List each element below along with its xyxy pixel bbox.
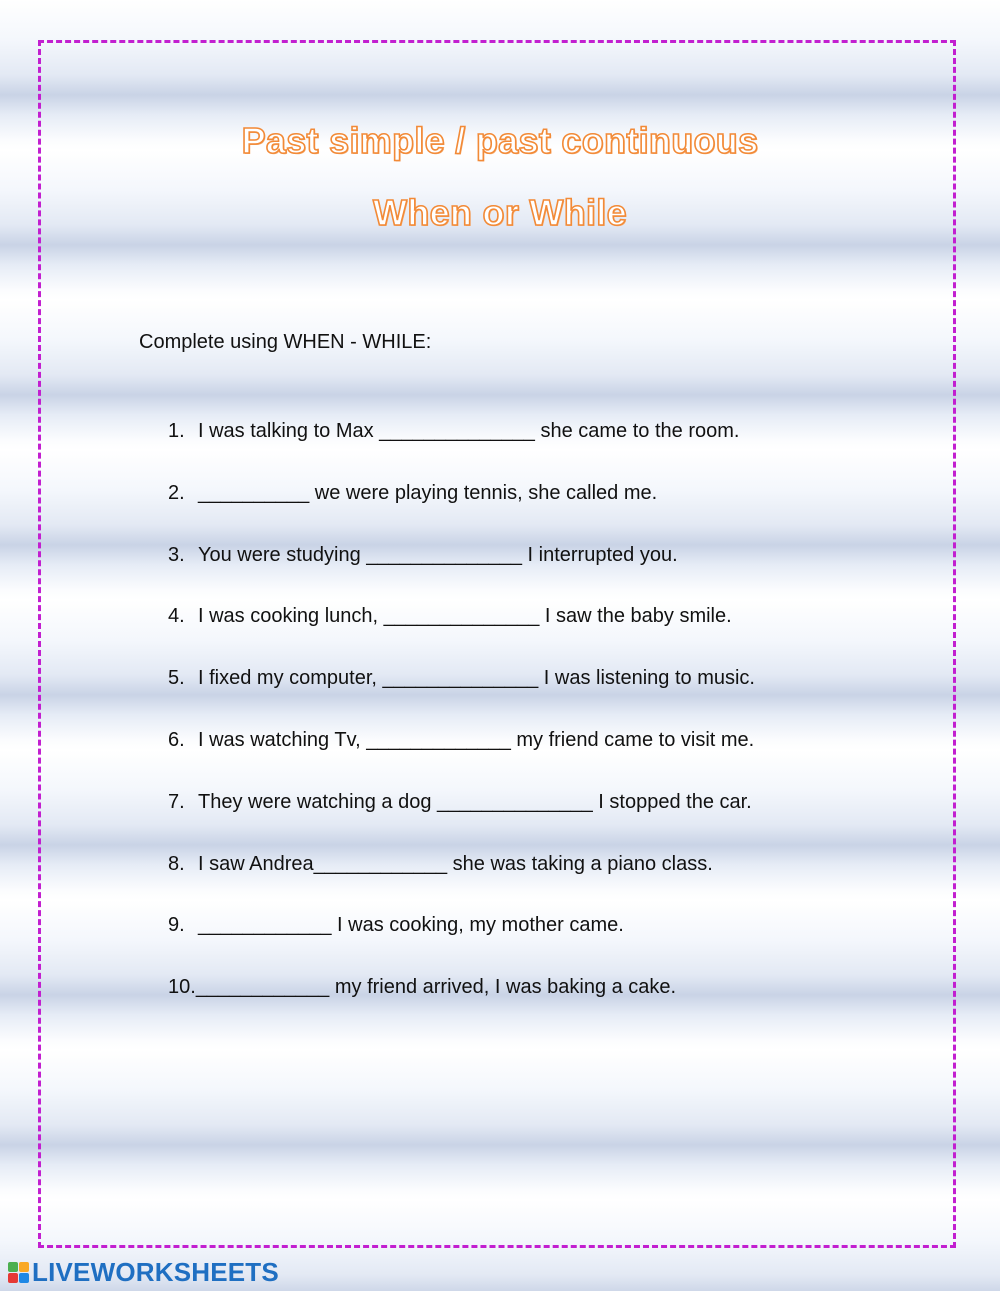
item-number: 3. bbox=[168, 543, 185, 566]
item-sentence: ____________ my friend arrived, I was baking a cake. bbox=[195, 976, 677, 999]
item-sentence: I was watching Tv, _____________ my friend came to visit me. bbox=[198, 728, 755, 751]
exercise-item bbox=[168, 976, 755, 1038]
item-number: 10. bbox=[168, 976, 196, 999]
item-sentence: I was cooking lunch, ______________ I saw the baby smile. bbox=[198, 605, 732, 628]
item-number: 5. bbox=[168, 667, 185, 690]
worksheet-title: Past simple / past continuous bbox=[241, 120, 759, 161]
exercise-list bbox=[168, 420, 755, 1038]
exercise-item bbox=[168, 853, 755, 915]
exercise-item bbox=[168, 729, 755, 791]
item-sentence: I saw Andrea____________ she was taking a piano class. bbox=[198, 852, 713, 875]
item-number: 7. bbox=[168, 790, 185, 813]
item-number: 8. bbox=[168, 852, 185, 875]
item-number: 2. bbox=[168, 481, 185, 504]
item-sentence: You were studying ______________ I interrupted you. bbox=[198, 543, 678, 566]
item-sentence: I fixed my computer, ______________ I was listening to music. bbox=[198, 667, 755, 690]
logo-square bbox=[8, 1262, 18, 1272]
logo-text: LIVEWORKSHEETS bbox=[32, 1257, 279, 1287]
worksheet-subtitle: When or While bbox=[373, 192, 627, 233]
item-number: 1. bbox=[168, 420, 185, 442]
exercise-item bbox=[168, 791, 755, 853]
item-sentence: I was talking to Max ______________ she came to the room. bbox=[198, 420, 740, 442]
item-number: 4. bbox=[168, 605, 185, 628]
exercise-item bbox=[168, 667, 755, 729]
exercise-item bbox=[168, 605, 755, 667]
liveworksheets-logo[interactable] bbox=[8, 1257, 279, 1288]
item-number: 9. bbox=[168, 914, 185, 937]
logo-square bbox=[8, 1273, 18, 1283]
exercise-item bbox=[168, 482, 755, 544]
exercise-item bbox=[168, 420, 755, 482]
instructions: Complete using WHEN - WHILE: bbox=[139, 331, 432, 353]
item-sentence: ____________ I was cooking, my mother came. bbox=[198, 914, 624, 937]
exercise-item bbox=[168, 544, 755, 606]
item-sentence: __________ we were playing tennis, she called me. bbox=[198, 481, 658, 504]
exercise-item bbox=[168, 914, 755, 976]
logo-square bbox=[19, 1273, 29, 1283]
item-number: 6. bbox=[168, 728, 185, 751]
item-sentence: They were watching a dog ______________ I stopped the car. bbox=[198, 790, 752, 813]
logo-icon bbox=[8, 1262, 29, 1283]
logo-square bbox=[19, 1262, 29, 1272]
